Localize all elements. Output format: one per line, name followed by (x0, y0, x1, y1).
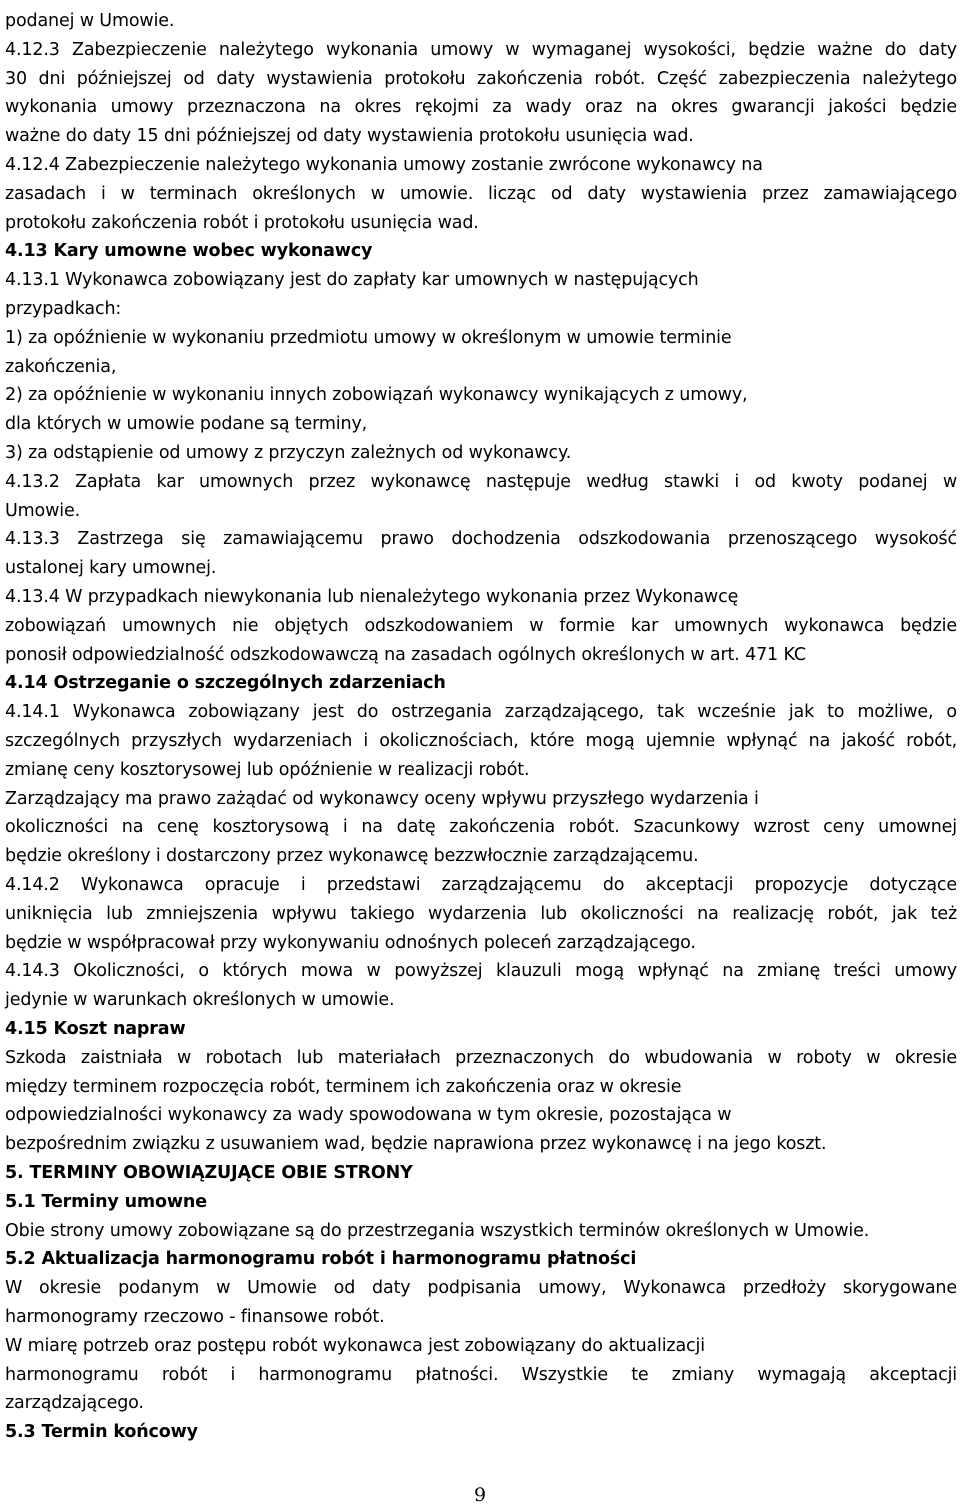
text-line: Szkoda zaistniała w robotach lub materiałach przeznaczonych do wbudowania w roboty w okresie (5, 1047, 957, 1068)
text-line: 4.14.2 Wykonawca opracuje i przedstawi zarządzającemu do akceptacji propozycje dotyczące (5, 875, 957, 895)
text-line: jedynie w warunkach określonych w umowie. (5, 990, 395, 1011)
text-line: Umowie. (5, 500, 81, 521)
text-line: ponosił odpowiedzialność odszkodowawczą na zasadach ogólnych określonych w art. 471 KC (5, 644, 806, 665)
text-line: harmonogramy rzeczowo - finansowe robót. (5, 1307, 385, 1327)
text-line: zmianę ceny kosztorysowej lub opóźnienie w realizacji robót. (5, 759, 530, 780)
text-line: okoliczności na cenę kosztorysową i na datę zakończenia robót. Szacunkowy wzrost ceny umownej (5, 817, 957, 838)
text-line: W miarę potrzeb oraz postępu robót wykonawca jest zobowiązany do aktualizacji (5, 1335, 705, 1356)
text-line: zakończenia, (5, 356, 117, 377)
text-line: 4.14.1 Wykonawca zobowiązany jest do ostrzegania zarządzającego, tak wcześnie jak to możliwe, o (5, 702, 957, 723)
section-heading: 5.3 Termin końcowy (5, 1422, 198, 1443)
text-line: harmonogramu robót i harmonogramu płatności. Wszystkie te zmiany wymagają akceptacji (5, 1364, 957, 1385)
text-line: między terminem rozpoczęcia robót, terminem ich zakończenia oraz w okresie (5, 1076, 682, 1097)
text-line: zasadach i w terminach określonych w umowie. licząc od daty wystawienia przez zamawiającego (5, 183, 957, 204)
section-heading: 4.14 Ostrzeganie o szczególnych zdarzeniach (5, 673, 446, 694)
text-line: 4.13.4 W przypadkach niewykonania lub nienależytego wykonania przez Wykonawcę (5, 587, 739, 607)
text-line: szczególnych przyszłych wydarzeniach i okolicznościach, które mogą ujemnie wpłynąć na jakość robót, (5, 731, 957, 751)
text-line: 4.12.4 Zabezpieczenie należytego wykonania umowy zostanie zwrócone wykonawcy na (5, 155, 763, 175)
text-line: Obie strony umowy zobowiązane są do przestrzegania wszystkich terminów określonych w Umowie. (5, 1220, 870, 1241)
section-heading: 5. TERMINY OBOWIĄZUJĄCE OBIE STRONY (5, 1163, 413, 1183)
page-number: 9 (473, 1484, 487, 1506)
text-line: odpowiedzialności wykonawcy za wady spowodowana w tym okresie, pozostająca w (5, 1105, 732, 1126)
text-line: uniknięcia lub zmniejszenia wpływu takiego wydarzenia lub okoliczności na realizację robót, jak też (5, 903, 957, 924)
text-line: będzie w współpracował przy wykonywaniu odnośnych poleceń zarządzającego. (5, 932, 696, 953)
text-line: 2) za opóźnienie w wykonaniu innych zobowiązań wykonawcy wynikających z umowy, (5, 385, 748, 406)
text-line: protokołu zakończenia robót i protokołu usunięcia wad. (5, 212, 479, 233)
text-line: 30 dni późniejszej od daty wystawienia protokołu zakończenia robót. Część zabezpieczenia należytego (5, 68, 957, 89)
text-line: ważne do daty 15 dni późniejszej od daty wystawienia protokołu usunięcia wad. (5, 126, 694, 147)
text-line: przypadkach: (5, 299, 122, 319)
text-line: zarządzającego. (5, 1393, 144, 1414)
text-line: zobowiązań umownych nie objętych odszkodowaniem w formie kar umownych wykonawca będzie (5, 615, 957, 636)
text-line: W okresie podanym w Umowie od daty podpisania umowy, Wykonawca przedłoży skorygowane (5, 1278, 957, 1299)
text-line: 1) za opóźnienie w wykonaniu przedmiotu umowy w określonym w umowie terminie (5, 327, 732, 348)
text-line: ustalonej kary umownej. (5, 558, 217, 579)
text-line: 4.13.1 Wykonawca zobowiązany jest do zapłaty kar umownych w następujących (5, 270, 699, 291)
text-line: dla których w umowie podane są terminy, (5, 414, 368, 435)
section-heading: 5.2 Aktualizacja harmonogramu robót i harmonogramu płatności (5, 1249, 637, 1270)
section-heading: 4.15 Koszt napraw (5, 1019, 186, 1039)
text-line: 3) za odstąpienie od umowy z przyczyn zależnych od wykonawcy. (5, 443, 572, 463)
text-line: 4.13.3 Zastrzega się zamawiającemu prawo dochodzenia odszkodowania przenoszącego wysokość (5, 529, 957, 550)
text-line: 4.14.3 Okoliczności, o których mowa w powyższej klauzuli mogą wpłynąć na zmianę treści umowy (5, 961, 957, 982)
section-heading: 5.1 Terminy umowne (5, 1191, 207, 1212)
text-line: podanej w Umowie. (5, 11, 175, 31)
text-line: wykonania umowy przeznaczona na okres rękojmi za wady oraz na okres gwarancji jakości będzie (5, 97, 957, 118)
text-line: 4.12.3 Zabezpieczenie należytego wykonania umowy w wymaganej wysokości, będzie ważne do daty (5, 39, 957, 60)
text-line: Zarządzający ma prawo zażądać od wykonawcy oceny wpływu przyszłego wydarzenia i (5, 788, 759, 809)
section-heading: 4.13 Kary umowne wobec wykonawcy (5, 241, 373, 262)
text-line: będzie określony i dostarczony przez wykonawcę bezzwłocznie zarządzającemu. (5, 846, 699, 867)
text-line: bezpośrednim związku z usuwaniem wad, będzie naprawiona przez wykonawcę i na jego koszt. (5, 1134, 827, 1155)
text-line: 4.13.2 Zapłata kar umownych przez wykonawcę następuje według stawki i od kwoty podanej w (5, 471, 957, 492)
